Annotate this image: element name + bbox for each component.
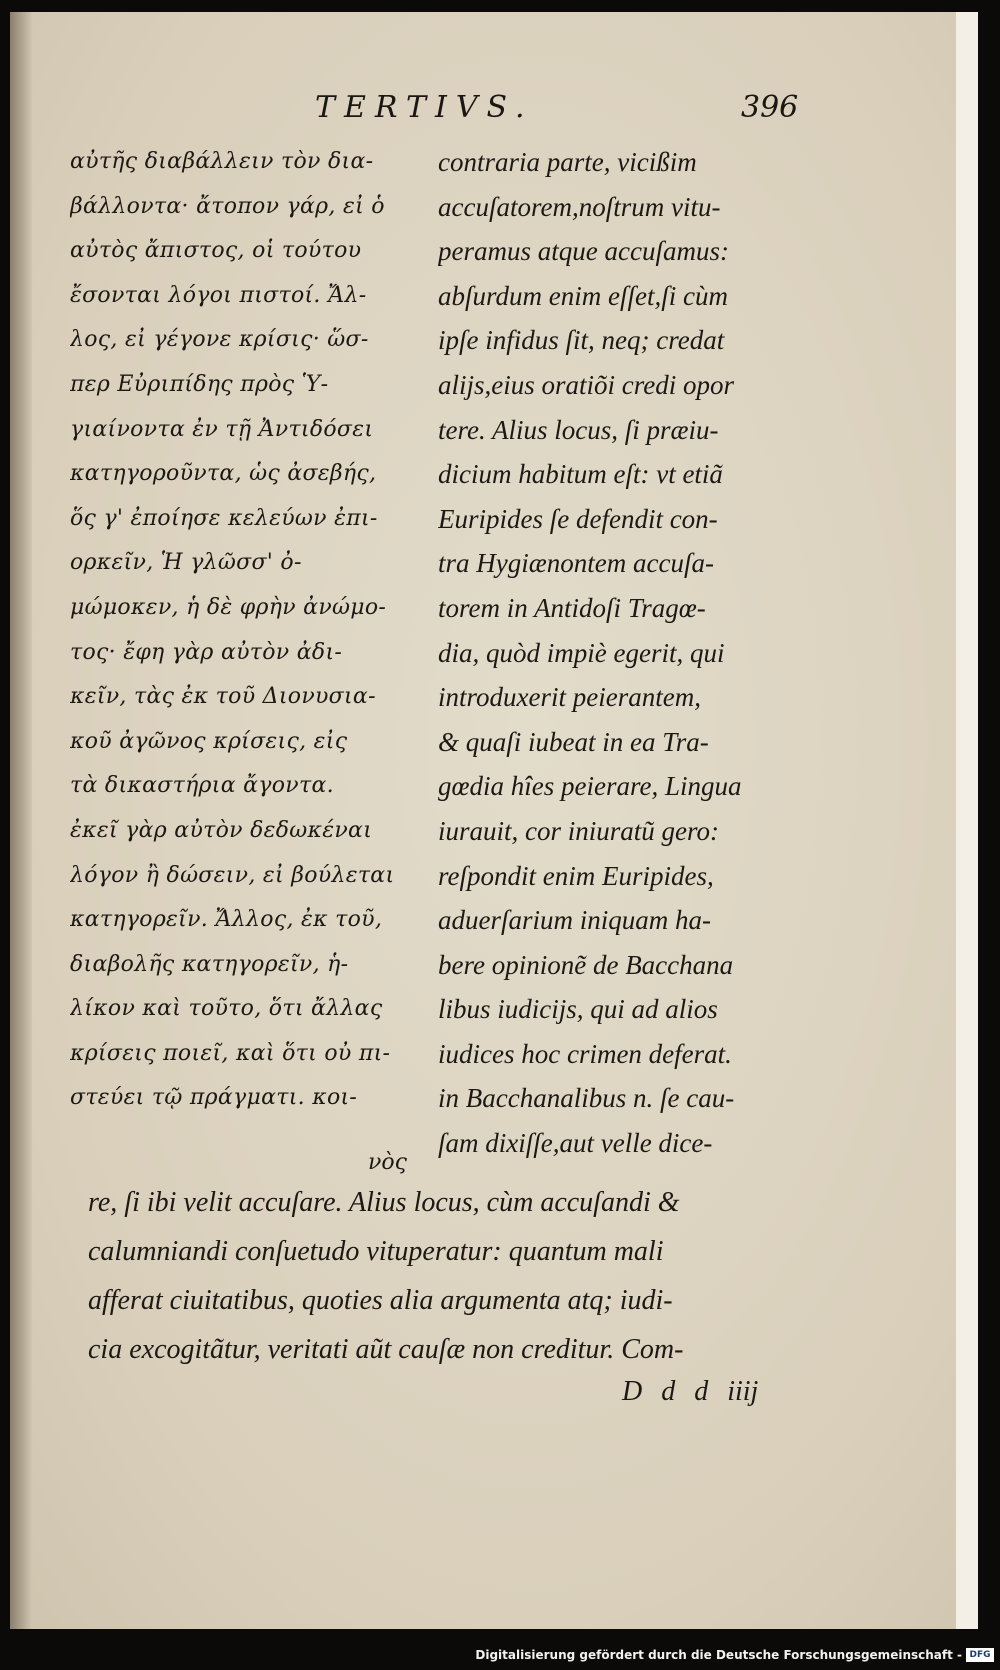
greek-text-column	[70, 140, 420, 1121]
full-width-text-line: re, ſi ibi velit accuſare. Alius locus, cùm accuſandi &	[88, 1187, 680, 1218]
greek-text-line: λος, εἰ γέγονε κρίσις· ὥσ-	[70, 327, 369, 353]
greek-text-line: κοῦ ἀγῶνος κρίσεις, εἰς	[70, 728, 348, 754]
full-width-text-line: cia excogitãtur, veritati aũt cauſæ non creditur. Com-	[88, 1334, 684, 1365]
latin-text-line: accuſatorem,noſtrum vitu-	[438, 191, 721, 222]
greek-text-line: τὰ δικαστήρια ἄγοντα.	[70, 773, 334, 799]
latin-text-line: torem in Antidoſi Tragœ-	[438, 592, 706, 623]
latin-text-line: contraria parte, vicißim	[438, 147, 697, 177]
latin-text-line: iudices hoc crimen deferat.	[438, 1038, 732, 1069]
greek-text-line: ἐκεῖ γὰρ αὐτὸν δεδωκέναι	[70, 817, 373, 843]
latin-text-line: ipſe infidus ſit, neq; credat	[438, 325, 725, 356]
greek-text-line: βάλλοντα· ἄτοπον γάρ, εἰ ὁ	[70, 193, 385, 219]
latin-text-line: & quaſi iubeat in ea Tra-	[438, 726, 709, 757]
latin-text-line: aduerſarium iniquam ha-	[438, 905, 711, 936]
page-number: 396	[741, 90, 799, 125]
full-width-text-line: afferat ciuitatibus, quoties alia argumenta atq; iudi-	[88, 1285, 673, 1316]
greek-text-line: κρίσεις ποιεῖ, καὶ ὅτι οὐ πι-	[70, 1040, 391, 1066]
latin-text-column	[438, 140, 838, 1166]
greek-text-line: τος· ἔφη γὰρ αὐτὸν ἀδι-	[70, 639, 343, 665]
latin-text-line: tra Hygiænontem accuſa-	[438, 548, 714, 579]
running-title: TERTIVS.	[315, 90, 534, 125]
digitization-footer	[0, 1644, 1000, 1670]
latin-text-line: introduxerit peierantem,	[438, 682, 701, 713]
footer-credit: Digitalisierung gefördert durch die Deutsche Forschungsgemeinschaft -	[475, 1648, 962, 1662]
greek-text-line: λόγον ἢ δώσειν, εἰ βούλεται	[70, 862, 395, 888]
latin-text-line: gœdia hîes peierare, Lingua	[438, 771, 742, 802]
greek-text-line: γιαίνοντα ἐν τῇ Ἀντιδόσει	[70, 416, 374, 442]
full-width-text-line: calumniandi conſuetudo vituperatur: quantum mali	[88, 1236, 664, 1267]
latin-text-line: ſam dixiſſe,aut velle dice-	[438, 1128, 713, 1159]
greek-text-line: διαβολῆς κατηγορεῖν, ἡ-	[70, 951, 349, 977]
latin-text-line: libus iudicijs, qui ad alios	[438, 994, 718, 1025]
greek-text-line: μώμοκεν, ἡ δὲ φρὴν ἀνώμο-	[70, 594, 387, 620]
latin-text-line: bere opinionẽ de Bacchana	[438, 949, 734, 980]
latin-text-line: iurauit, cor iniuratũ gero:	[438, 815, 719, 846]
signature-mark: D d d iiij	[622, 1376, 759, 1407]
greek-text-line: κεῖν, τὰς ἐκ τοῦ Διονυσια-	[70, 684, 376, 710]
dfg-logo-icon: DFG	[966, 1648, 994, 1662]
greek-text-line: κατηγοροῦντα, ὡς ἀσεβής,	[70, 461, 377, 487]
full-width-text	[88, 1178, 848, 1374]
greek-text-line: ὅς γ' ἐποίησε κελεύων ἐπι-	[70, 505, 378, 531]
latin-text-line: peramus atque accuſamus:	[438, 236, 729, 267]
latin-text-line: abſurdum enim eſſet,ſi cùm	[438, 280, 728, 311]
page-header	[315, 90, 835, 130]
latin-text-line: alijs,eius oratiõi credi opor	[438, 369, 734, 400]
page-gutter	[10, 12, 32, 1629]
latin-text-line: Euripides ſe defendit con-	[438, 503, 718, 534]
greek-text-line: αὐτὸς ἄπιστος, οἱ τούτου	[70, 238, 362, 264]
greek-text-line: περ Εὐριπίδης πρὸς Ὑ-	[70, 371, 329, 397]
latin-text-line: in Bacchanalibus n. ſe cau-	[438, 1083, 735, 1114]
greek-catchword: νὸς	[368, 1150, 407, 1175]
book-page	[10, 12, 978, 1629]
latin-text-line: reſpondit enim Euripides,	[438, 860, 714, 891]
latin-text-line: tere. Alius locus, ſi præiu-	[438, 414, 719, 445]
greek-text-line: ορκεῖν, Ἡ γλῶσσ' ὀ-	[70, 550, 302, 576]
greek-text-line: στεύει τῷ πράγματι. κοι-	[70, 1085, 358, 1111]
greek-text-line: αὐτῆς διαβάλλειν τὸν δια-	[70, 149, 374, 174]
greek-text-line: κατηγορεῖν. Ἄλλος, ἐκ τοῦ,	[70, 907, 383, 933]
greek-text-line: ἔσονται λόγοι πιστοί. Ἄλ-	[70, 282, 367, 308]
greek-text-line: λίκον καὶ τοῦτο, ὅτι ἄλλας	[70, 996, 383, 1022]
latin-text-line: dia, quòd impiè egerit, qui	[438, 637, 725, 668]
latin-text-line: dicium habitum eſt: vt etiã	[438, 459, 723, 490]
